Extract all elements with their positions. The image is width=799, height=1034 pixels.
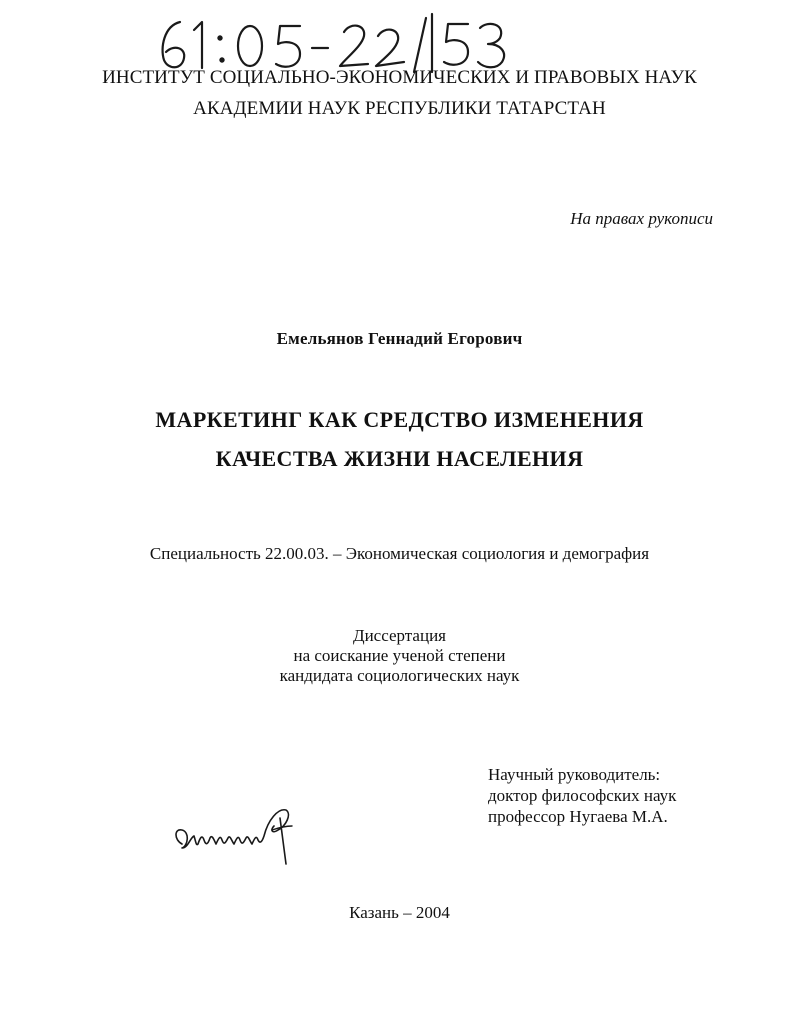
manuscript-rights-note: На правах рукописи bbox=[570, 209, 713, 228]
city-and-year: Казань – 2004 bbox=[349, 903, 450, 922]
scientific-advisor-block bbox=[488, 764, 676, 827]
author-name: Емельянов Геннадий Егорович bbox=[276, 329, 523, 348]
dissertation-title-line-1: МАРКЕТИНГ КАК СРЕДСТВО ИЗМЕНЕНИЯ bbox=[155, 407, 644, 432]
advisor-line-3: профессор Нугаева М.А. bbox=[488, 807, 668, 826]
advisor-line-2: доктор философских наук bbox=[488, 786, 677, 805]
degree-line-1: Диссертация bbox=[352, 626, 446, 645]
institute-name-line-2: АКАДЕМИИ НАУК РЕСПУБЛИКИ ТАТАРСТАН bbox=[193, 98, 606, 119]
institute-name-line-1: ИНСТИТУТ СОЦИАЛЬНО-ЭКОНОМИЧЕСКИХ И ПРАВОВЫХ НАУК bbox=[102, 67, 697, 88]
degree-line-2: на соискание ученой степени bbox=[293, 646, 506, 665]
specialty-line: Специальность 22.00.03. – Экономическая социология и демография bbox=[149, 544, 650, 563]
degree-line-3: кандидата социологических наук bbox=[279, 666, 520, 685]
advisor-line-1: Научный руководитель: bbox=[488, 765, 661, 784]
author-signature bbox=[168, 800, 308, 870]
dissertation-title-line-2: КАЧЕСТВА ЖИЗНИ НАСЕЛЕНИЯ bbox=[215, 446, 584, 471]
